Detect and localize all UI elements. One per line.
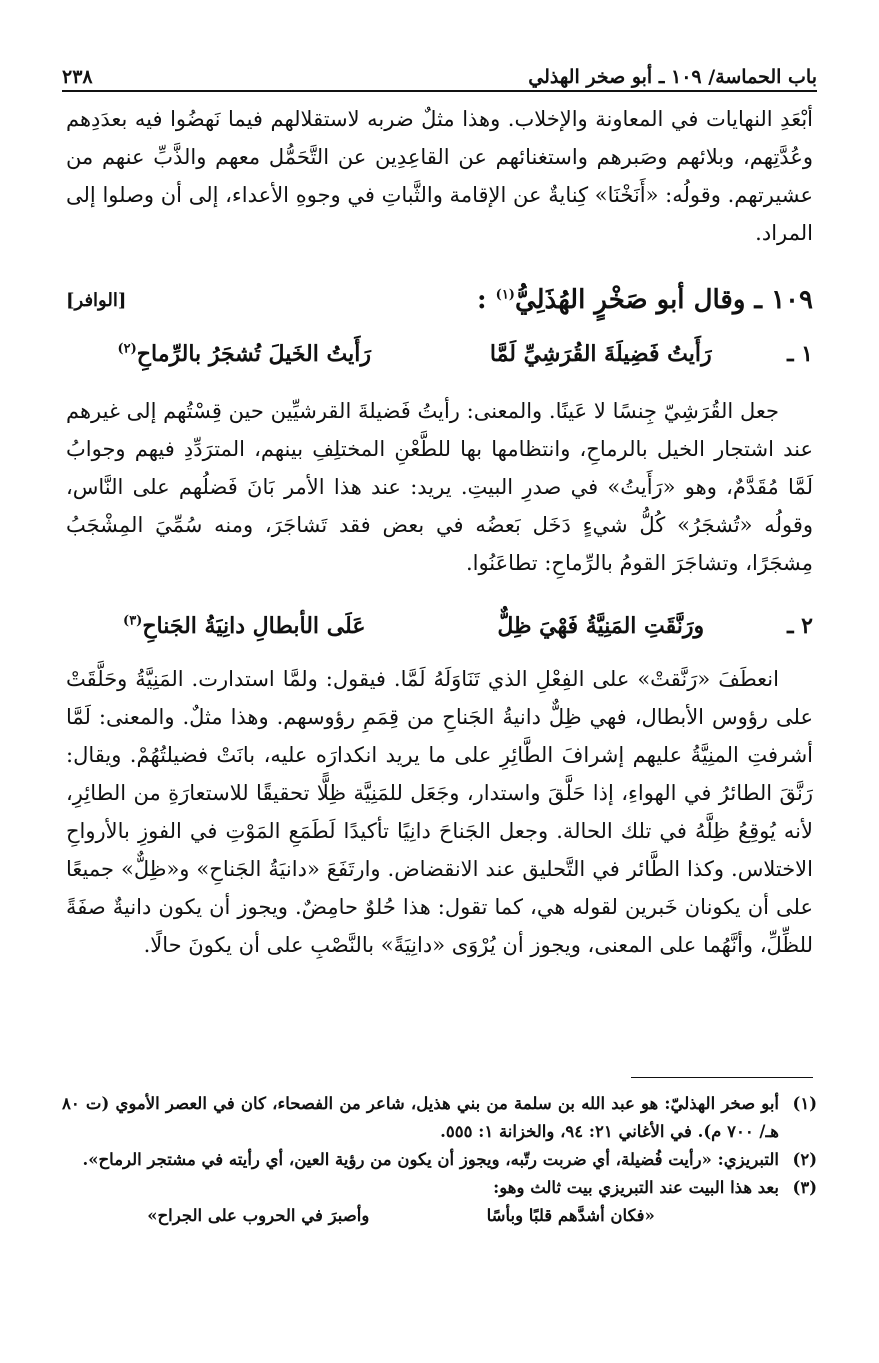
verse-number: ٢ ـ: [787, 613, 813, 639]
verse-hemistich-1: ورَنَّقَتِ المَنِيَّةُ فَهْيَ ظِلٌّ: [497, 613, 705, 639]
poem-meter: [الوافر]: [66, 289, 127, 311]
footnote-verse-hemistich-1: «فكان أشدَّهم قلبًا وبأسًا: [486, 1206, 655, 1225]
intro-text: أبْعَدِ النهايات في المعاونة والإخلاب. وهذا مثلٌ ضربه لاستقلالهم فيما نَهضُوا فيه بعدَدِهم وعُدَّتِهم، وبلائهم وصَبرهم واستغنائهم عن القاعِدِين عن التَّحَمُّل معهم والذَّبِّ عنهم من عشيرتهم. وقولُه: «أَنَخْنَا» كِنايةٌ عن الإقامة والثَّباتِ في وجوهِ الأعداء، إلى أن وصلوا إلى المراد.: [66, 107, 813, 245]
commentary-verse-1: [66, 392, 813, 582]
poem-title-note: (١): [495, 287, 515, 303]
verse-note: (٣): [123, 613, 143, 629]
footnote-number: (٣): [792, 1178, 817, 1197]
verse-hemistich-2: رَأَيتُ الخَيلَ تُشجَرُ بالرِّماحِ$^{(٢)}$: [117, 341, 371, 367]
verse-2: [66, 604, 813, 648]
running-title: باب الحماسة/ ١٠٩ ـ أبو صخر الهذلي: [528, 66, 817, 88]
footnote-rule: [631, 1077, 813, 1078]
footnote-number: (١): [792, 1094, 817, 1113]
footnote-text: بعد هذا البيت عند التبريزي بيت ثالث وهو:: [493, 1178, 779, 1197]
footnote-1: [62, 1090, 817, 1146]
poem-heading: [66, 278, 813, 322]
footnote-verse-hemistich-2: وأصبرَ في الحروب على الجراح»: [147, 1206, 370, 1225]
footnote-3: [62, 1174, 817, 1202]
footnote-2: [62, 1146, 817, 1174]
footnote-text: أبو صخر الهذليّ: هو عبد الله بن سلمة من بني هذيل، شاعر من الفصحاء، كان في العصر الأموي (ت ٨٠ هـ/ ٧٠٠ م). في الأغاني ٢١: ٩٤، والخزانة ١: ٥٥٥.: [62, 1094, 779, 1141]
verse-hemistich-1: رَأَيتُ فَضِيلَةَ القُرَشِيِّ لَمَّا: [489, 341, 712, 367]
verse-1: [66, 332, 813, 376]
verse-hemistich-2: عَلَى الأبطالِ دانِيَةُ الجَناحِ$^{(٣)}$: [123, 613, 366, 639]
commentary-text: انعطَفَ «رَنَّقتْ» على الفِعْلِ الذي تَنَاوَلَهُ لَمَّا. فيقول: ولمَّا استدارت. المَنِيَّةُ وحَلَّقَتْ على رؤوس الأبطال، فهي ظِلٌّ دانيةُ الجَناحِ من قِمَمِ رؤوسهم. وهذا مثلٌ. والمعنى: لَمَّا أشرفتِ المنِيَّةُ عليهم إشرافَ الطَّائِرِ على ما يريد انكدارَه عليه، بانَتْ فضيلتُهُمْ. ويقال: رَنَّقَ الطائرُ في الهواءِ، إذا حَلَّقَ واستدار، وجَعَل للمَنِيَّة ظِلًّا تحقيقًا للاستعارَةِ من الطائِرِ، لأنه يُوقِعُ ظِلَّهُ في تلك الحالة. وجعل الجَناحَ دانِيًا تأكيدًا لَطَمَعِ المَوْتِ في الفوزِ بالأرواحِ الاختلاس. وكذا الطَّائر في التَّحليق عند الانقضاض. وارتَفَعَ «دانيَةُ الجَناحِ» و«ظِلٌّ» جميعًا على أن يكونان خَبرين لقوله هي، كما تقول: هذا حُلوٌ حامِضٌ. ويجوز أن يكون دانيةٌ صفَةً للظِّلِّ، وأنَّهُما على المعنى، ويجوز أن يُرْوَى «دانِيَةً» بالنَّصْبِ على أن يكونَ حالًا.: [66, 667, 813, 957]
footnote-text: التبريزي: «رأيت فُضيلة، أي ضربت رتّبه، ويجوز أن يكون من رؤية العين، أي رأيته في مشتجر الرماح».: [82, 1150, 779, 1169]
commentary-verse-2: [66, 660, 813, 964]
footnote-number: (٢): [792, 1150, 817, 1169]
footnotes: [62, 1090, 817, 1230]
header-rule: [62, 90, 817, 92]
page-number: ٢٣٨: [62, 66, 93, 88]
poem-title: ١٠٩ ـ وقال أبو صَخْرٍ الهُذَلِيُّ$^{(١)}$ :: [476, 285, 813, 315]
commentary-text: جعل القُرَشِيّ جِنسًا لا عَينًا. والمعنى: رأيتُ فَضيلةَ القرشيِّين حين قِسْتُهم إلى غيرهم عند اشتجار الخيل بالرماحِ، وانتظامها بها للطَّعْنِ المختلِفِ بينهم، المترَدِّدِ فيهم وجوابُ لَمَّا مُقَدَّمٌ، وهو «رَأَيتُ» في صدرِ البيتِ. يريد: عند هذا الأمر بَانَ فَضلُهم على النَّاس، وقولُه «تُشجَرُ» كُلُّ شيءٍ دَخَل بَعضُه في بعض فقد تَشاجَرَ، ومنه سُمِّيَ المِشْجَبُ مِشجَرًا، وتشاجَرَ القومُ بالرِّماحِ: تطاعَنُوا.: [66, 399, 813, 575]
verse-number: ١ ـ: [787, 341, 813, 367]
verse-note: (٢): [117, 341, 137, 357]
footnote-verse: [62, 1202, 817, 1230]
page-header: [62, 52, 817, 88]
intro-paragraph: [66, 100, 813, 252]
